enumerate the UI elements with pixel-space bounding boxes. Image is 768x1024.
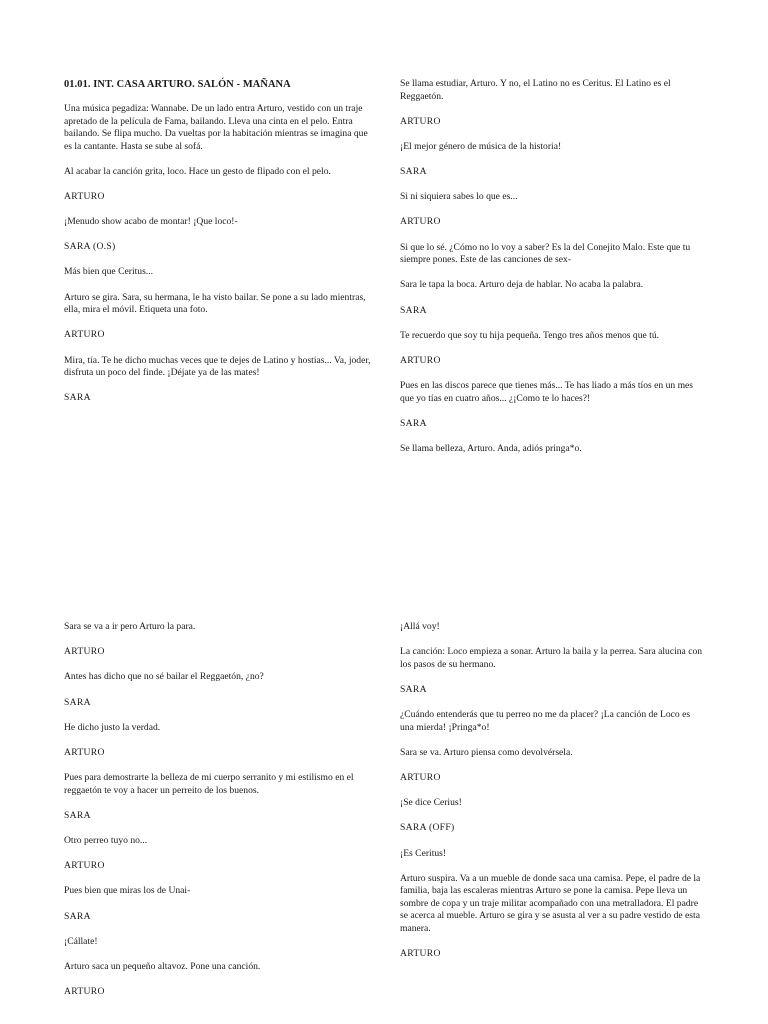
- action-line: Arturo se gira. Sara, su hermana, le ha visto bailar. Se pone a su lado mientras, ella, mira el móvil. Etiqueta una foto.: [64, 291, 366, 316]
- dialogue-line: Más bien que Ceritus...: [64, 266, 153, 278]
- dialogue-line: ¿Cuándo entenderás que tu perreo no me da placer? ¡La canción de Loco es una mierda! ¡Pringa*o!: [400, 709, 691, 733]
- dialogue-line: ¡Se dice Cerius!: [400, 797, 462, 809]
- character-name: ARTURO: [400, 947, 441, 959]
- character-name: ARTURO: [64, 190, 105, 202]
- dialogue-line: Mira, tía. Te he dicho muchas veces que te dejes de Latino y hostias... Va, joder, disfruta un poco del finde. ¡Déjate ya de las mates!: [64, 354, 371, 378]
- character-name: SARA: [400, 304, 427, 316]
- character-name: SARA: [64, 696, 91, 708]
- page1-left-column: [64, 78, 374, 417]
- character-name: ARTURO: [64, 746, 105, 758]
- dialogue-line: Si que lo sé. ¿Cómo no lo voy a saber? Es la del Conejito Malo. Este que tu siempre pones. Este de las canciones de sex-: [400, 241, 691, 266]
- action-line: Arturo saca un pequeño altavoz. Pone una canción.: [64, 960, 261, 972]
- dialogue-line: Te recuerdo que soy tu hija pequeña. Tengo tres años menos que tú.: [400, 329, 660, 341]
- character-name: SARA: [400, 417, 427, 429]
- dialogue-line: ¡Allá voy!: [400, 621, 440, 632]
- character-name: ARTURO: [64, 986, 105, 998]
- scene-heading: 01.01. INT. CASA ARTURO. SALÓN - MAÑANA: [64, 79, 291, 90]
- dialogue-line: Pues para demostrarte la belleza de mi cuerpo serranito y mi estilismo en el reggaetón te voy a hacer un perreito de los buenos.: [64, 772, 354, 796]
- character-name: ARTURO: [400, 216, 441, 228]
- dialogue-line: Pues bien que miras los de Unai-: [64, 885, 191, 897]
- action-line: Una música pegadiza: Wannabe. De un lado entra Arturo, vestido con un traje apretado de la película de Fama, bailando. Lleva una cinta en el pelo. Entra bailando. Se flipa mucho. Da vueltas por la habitación mientras se imagina que es la cantante. Hasta se sube al sofá.: [64, 103, 368, 152]
- dialogue-line: He dicho justo la verdad.: [64, 721, 161, 733]
- character-name: ARTURO: [64, 329, 105, 341]
- character-name: SARA: [400, 166, 427, 178]
- dialogue-line: ¡Es Ceritus!: [400, 847, 447, 859]
- dialogue-line: Si ni siquiera sabes lo que es...: [400, 191, 518, 203]
- character-name: SARA: [400, 683, 427, 695]
- dialogue-line: ¡Menudo show acabo de montar! ¡Que loco!-: [64, 216, 238, 228]
- character-name: SARA: [64, 910, 91, 922]
- action-line: Sara se va a ir pero Arturo la para.: [64, 621, 196, 632]
- dialogue-line: Se llama estudiar, Arturo. Y no, el Latino no es Ceritus. El Latino es el Reggaetón.: [400, 78, 671, 102]
- character-name: ARTURO: [400, 771, 441, 783]
- action-line: Sara se va. Arturo piensa como devolvérsela.: [400, 746, 573, 758]
- character-name: ARTURO: [400, 354, 441, 366]
- action-line: Sara le tapa la boca. Arturo deja de hablar. No acaba la palabra.: [400, 279, 644, 291]
- dialogue-line: Pues en las discos parece que tienes más... Te has liado a más tíos en un mes que yo tías en cuatro años... ¿¡Como te lo haces?!: [400, 380, 694, 404]
- dialogue-line: Otro perreo tuyo no...: [64, 835, 148, 846]
- action-line: La canción: Loco empieza a sonar. Arturo la baila y la perrea. Sara alucina con los pasos de su hermano.: [400, 646, 703, 670]
- character-name: ARTURO: [400, 115, 441, 127]
- page2-left-column: [64, 621, 374, 1011]
- dialogue-line: ¡El mejor género de música de la historia!: [400, 140, 562, 152]
- character-name: SARA (O.S): [64, 241, 116, 253]
- action-line: Arturo suspira. Va a un mueble de donde saca una camisa. Pepe, el padre de la familia, baja las escaleras mientras Arturo se pone la camisa. Pepe lleva un sombre de copa y un traje militar acompañado con una metralladora. El padre se acerca al mueble. Arturo se gira y se asusta al ver a su padre vestido de esta manera.: [400, 872, 701, 934]
- dialogue-line: ¡Cállate!: [64, 935, 98, 947]
- page2-right-column: [400, 621, 705, 973]
- action-line: Al acabar la canción grita, loco. Hace un gesto de flipado con el pelo.: [64, 165, 331, 177]
- character-name: ARTURO: [64, 860, 105, 872]
- character-name: SARA: [64, 392, 91, 404]
- character-name: SARA (OFF): [400, 822, 455, 834]
- page1-right-column: [400, 78, 705, 468]
- character-name: SARA: [64, 809, 91, 821]
- dialogue-line: Antes has dicho que no sé bailar el Reggaetón, ¿no?: [64, 671, 264, 683]
- character-name: ARTURO: [64, 646, 105, 658]
- dialogue-line: Se llama belleza, Arturo. Anda, adiós pringa*o.: [400, 442, 582, 454]
